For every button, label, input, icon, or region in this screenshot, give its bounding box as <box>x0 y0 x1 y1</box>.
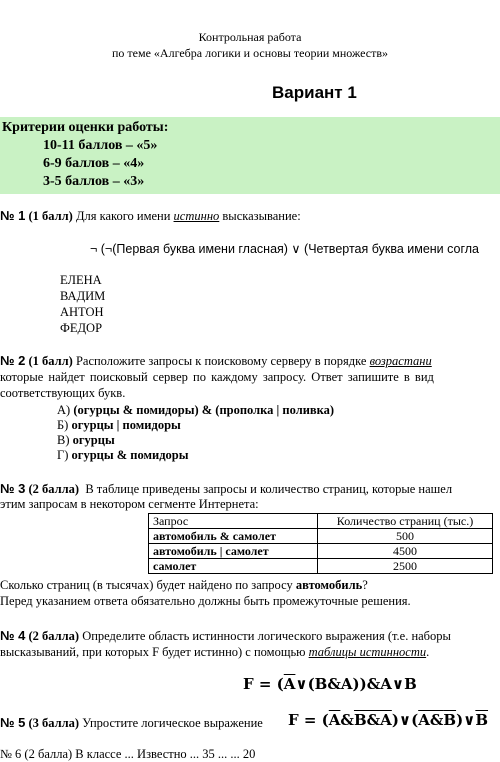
table-cell: автомобиль | самолет <box>149 544 318 559</box>
q2-word: возрастани <box>369 354 432 368</box>
q2-option-letter: В) <box>57 433 70 447</box>
q1-text-b: высказывание: <box>222 209 301 223</box>
q5-a1: $\overline{A}$ <box>328 711 341 729</box>
q1-line <box>0 208 301 224</box>
q2-text: Расположите запросы к поисковому серверу в порядке <box>75 354 367 368</box>
q2-number: № 2 <box>0 353 26 368</box>
table-header: Количество страниц (тыс.) <box>318 514 493 529</box>
q1-word: истинно <box>173 209 220 223</box>
q2-option-text: (огурцы & помидоры) & (прополка | поливка) <box>73 403 335 417</box>
q2-option-text: огурцы & помидоры <box>71 448 189 462</box>
q5-points: (3 балла) <box>28 716 80 730</box>
q4-points: (2 балла) <box>28 629 80 643</box>
q2-line2: которые найдет поисковый сервер по каждому запросу. Ответ запишите в вид <box>0 370 434 384</box>
q3-line1 <box>0 481 452 497</box>
q5-formula <box>288 711 488 729</box>
q3-line2: этим запросам в некотором сегменте Интернета: <box>0 497 259 511</box>
q2-option <box>57 448 188 463</box>
q5-f: F = ( <box>288 711 329 729</box>
q3-after-text: Сколько страниц (в тысячах) будет найдено по запросу <box>0 578 293 592</box>
q2-line3: соответствующих букв. <box>0 386 126 400</box>
q4-formula <box>243 675 417 693</box>
q5-b2: $\overline{B}$ <box>443 711 457 729</box>
table-row <box>149 559 493 574</box>
q1-option: ЕЛЕНА <box>60 273 102 287</box>
q4-line2 <box>0 645 429 660</box>
q2-option-text: огурцы <box>72 433 115 447</box>
q4-line1 <box>0 628 451 644</box>
q5-b3: $\overline{B}$ <box>475 711 489 729</box>
q4-formula-f: F = ( <box>243 675 284 693</box>
table-header: Запрос <box>149 514 318 529</box>
variant-title: Вариант 1 <box>272 83 357 102</box>
q1-expression: ¬ (¬(Первая буква имени гласная) ∨ (Четвертая буква имени согла <box>90 242 480 256</box>
q5-c1: )∨( <box>391 711 419 729</box>
q3-after-q: ? <box>362 578 368 592</box>
q3-number: № 3 <box>0 481 26 496</box>
table-cell: самолет <box>149 559 318 574</box>
q4-dot: . <box>426 645 430 659</box>
q4-text2: высказываний, при которых F будет истинно) с помощью <box>0 645 306 659</box>
q5-ba: B&A <box>353 711 392 729</box>
q4-formula-notA: $\overline{A}$ <box>283 675 296 693</box>
table-row <box>149 544 493 559</box>
q5-text: Упростите логическое выражение <box>82 716 263 730</box>
criteria-title: Критерии оценки работы: <box>2 120 169 135</box>
q3-after-word: автомобиль <box>295 578 363 592</box>
q5-c2: )∨ <box>456 711 476 729</box>
table-cell: 4500 <box>318 544 493 559</box>
q6-cut-line: № 6 (2 балла) В классе ... Известно ... 35 ... ... 20 <box>0 747 256 761</box>
table-cell: 500 <box>318 529 493 544</box>
q2-line1 <box>0 353 432 369</box>
criteria-item: 6-9 баллов – «4» <box>43 156 145 171</box>
q2-option-letter: Г) <box>57 448 69 462</box>
q2-points: (1 балл) <box>28 354 73 368</box>
table-cell: автомобиль & самолет <box>149 529 318 544</box>
criteria-box <box>0 117 500 194</box>
q2-option <box>57 403 334 418</box>
q3-table <box>148 513 493 574</box>
q3-points: (2 балла) <box>28 482 80 496</box>
q1-option: АНТОН <box>60 305 104 319</box>
q5-ab: A& <box>418 711 444 729</box>
q1-option: ФЕДОР <box>60 321 103 335</box>
criteria-item: 10-11 баллов – «5» <box>43 138 158 153</box>
q3-after1 <box>0 578 368 593</box>
q2-option-letter: Б) <box>57 418 69 432</box>
q1-text-a: Для какого имени <box>75 209 171 223</box>
header-line1: Контрольная работа <box>198 30 302 44</box>
q4-link[interactable]: таблицы истинности <box>308 645 427 659</box>
criteria-item: 3-5 баллов – «3» <box>43 174 145 189</box>
q1-number: № 1 <box>0 208 26 223</box>
q2-option <box>57 433 115 448</box>
q4-text: Определите область истинности логического выражения (т.е. наборы <box>82 629 451 643</box>
q2-option-letter: А) <box>57 403 71 417</box>
q3-text: В таблице приведены запросы и количество страниц, которые нашел <box>85 482 453 496</box>
q1-points: (1 балл) <box>28 209 73 223</box>
q2-option <box>57 418 181 433</box>
q1-option: ВАДИМ <box>60 289 106 303</box>
q2-option-text: огурцы | помидоры <box>71 418 181 432</box>
q5-line <box>0 715 263 731</box>
q4-formula-rest: ∨(B&A))&A∨B <box>295 675 417 693</box>
q5-number: № 5 <box>0 715 26 730</box>
q5-amp: & <box>340 711 354 729</box>
table-cell: 2500 <box>318 559 493 574</box>
table-header-row <box>149 514 493 529</box>
header-line2: по теме «Алгебра логики и основы теории множеств» <box>112 46 388 60</box>
table-row <box>149 529 493 544</box>
q4-number: № 4 <box>0 628 26 643</box>
q3-after2: Перед указанием ответа обязательно должны быть промежуточные решения. <box>0 594 411 608</box>
